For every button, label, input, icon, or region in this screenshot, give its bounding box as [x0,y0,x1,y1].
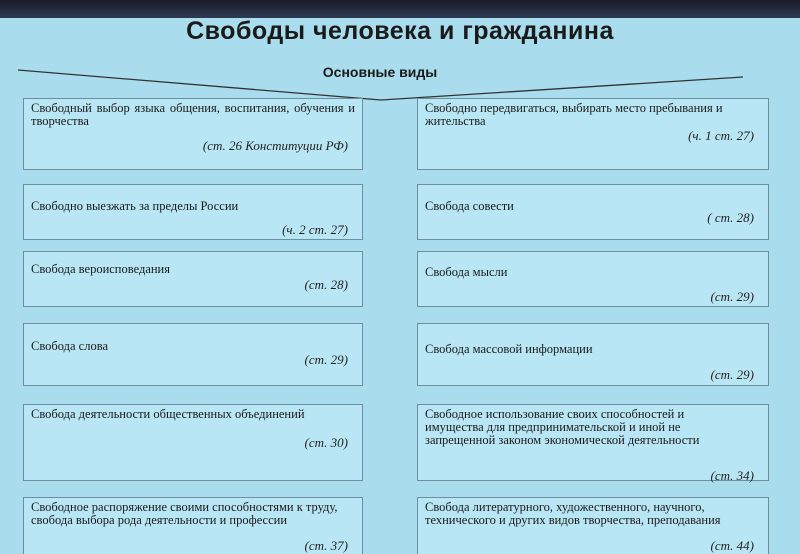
article-reference: (ч. 2 ст. 27) [282,222,348,237]
freedom-box-labor [23,497,363,554]
freedom-text: Свободно передвигаться, выбирать место пребывания и жительства [425,101,723,128]
freedom-text: Свободное использование своих способностей и имущества для предпринимательской и иной не запрещенной законом экономической деятельности [425,407,700,447]
article-reference: (ч. 1 ст. 27) [688,128,754,143]
article-reference: ( ст. 28) [707,210,754,225]
freedom-box-mass-media [417,323,769,386]
freedom-text: Свобода массовой информации [425,342,593,356]
freedom-box-creativity [417,497,769,554]
freedom-text: Свобода совести [425,199,514,213]
article-reference: (ст. 26 Конституции РФ) [202,138,348,153]
article-reference: (ст. 30) [304,435,348,450]
slide-title: Свободы человека и гражданина [186,17,614,45]
freedom-box-economic-activity [417,404,769,481]
freedom-box-language [23,98,363,170]
freedom-text: Свобода деятельности общественных объединений [31,407,305,421]
freedom-text: Свобода слова [31,339,109,353]
freedom-text: Свобода литературного, художественного, научного, технического и других видов творчества, преподавания [425,500,721,527]
freedom-box-speech [23,323,363,386]
freedom-text: Свободно выезжать за пределы России [31,199,239,213]
freedom-text: Свободный выбор языка общения, воспитания, обучения и творчества [31,101,355,128]
slide-subtitle: Основные виды [322,64,438,80]
freedom-text: Свободное распоряжение своими способностями к труду, свобода выбора рода деятельности и профессии [31,500,338,527]
freedom-box-movement [417,98,769,170]
freedom-box-leave-russia [23,184,363,240]
freedom-box-conscience [417,184,769,240]
article-reference: (ст. 34) [710,468,754,483]
article-reference: (ст. 29) [304,352,348,367]
freedom-box-thought [417,251,769,307]
article-reference: (ст. 37) [304,538,348,553]
article-reference: (ст. 29) [710,367,754,382]
article-reference: (ст. 29) [710,289,754,304]
article-reference: (ст. 44) [710,538,754,553]
article-reference: (ст. 28) [304,277,348,292]
freedom-text: Свобода вероисповедания [31,262,170,276]
freedom-text: Свобода мысли [425,265,508,279]
freedom-box-religion [23,251,363,307]
freedom-box-associations [23,404,363,481]
